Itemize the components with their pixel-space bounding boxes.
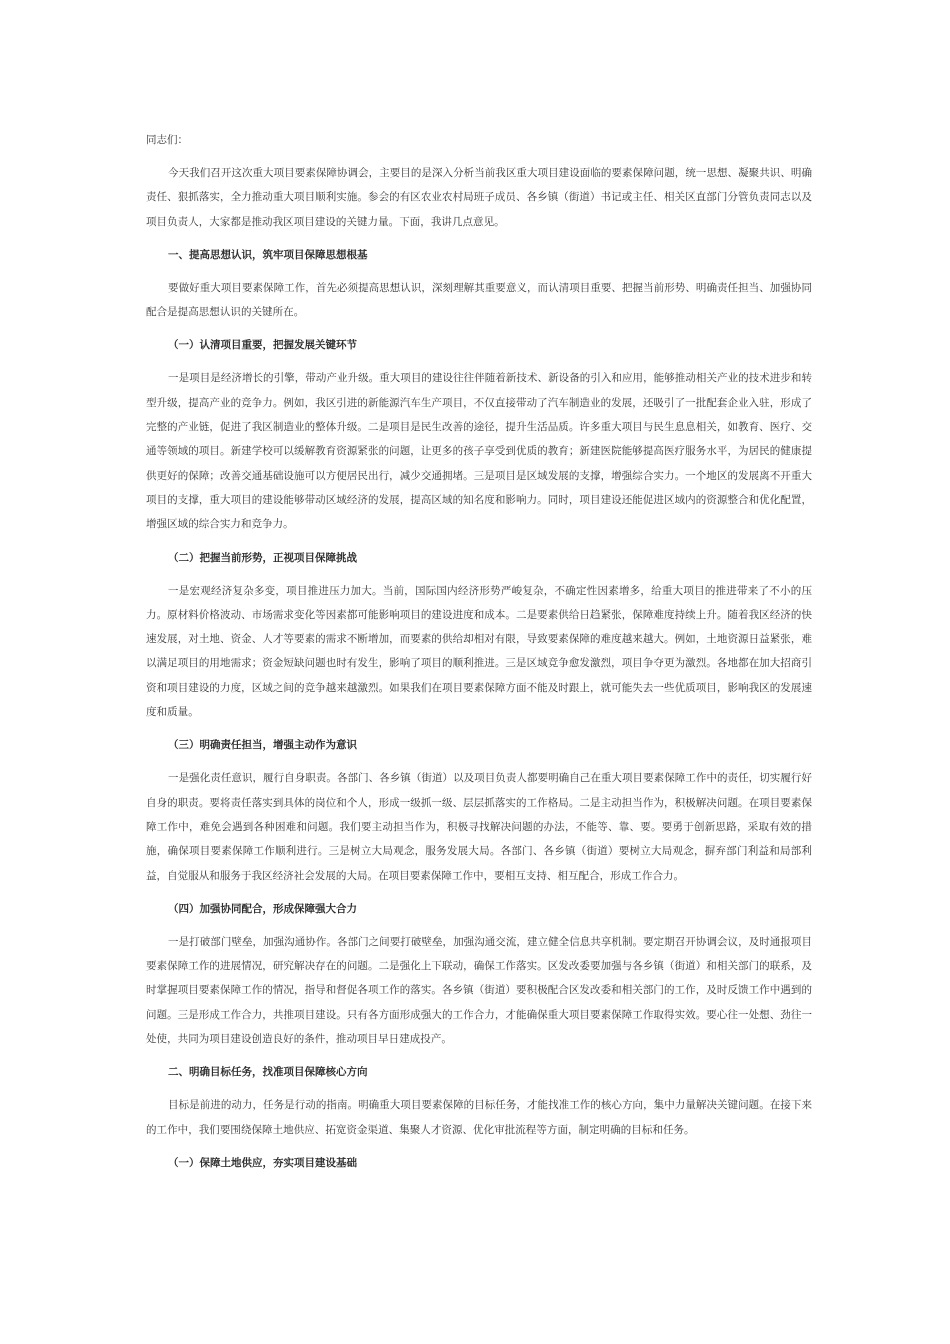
section-1-paragraph: 要做好重大项目要素保障工作，首先必须提高思想认识，深刻理解其重要意义，而认清项目重要、把握当前形势、明确责任担当、加强协同配合是提高思想认识的关键所在。 xyxy=(146,281,812,319)
subsection-1-2-paragraph: 一是宏观经济复杂多变，项目推进压力加大。当前，国际国内经济形势严峻复杂，不确定性因素增多，给重大项目的推进带来了不小的压力。原材料价格波动、市场需求变化等因素都可能影响项目的建设进度和成本。二是要素供给日趋紧张，保障难度持续上升。随着我区经济的快速发展，对土地、资金、人才等要素的需求不断增加，而要素的供给却相对有限，导致要素保障的难度越来越大。例如，土地资源日益紧张，难以满足项目的用地需求；资金短缺问题也时有发生，影响了项目的顺利推进。三是区域竞争愈发激烈，项目争夺更为激烈。各地都在加大招商引资和项目建设的力度，区域之间的竞争越来越激烈。如果我们在项目要素保障方面不能及时跟上，就可能失去一些优质项目，影响我区的发展速度和质量。 xyxy=(146,584,812,719)
subsection-heading-2-1: （一）保障土地供应，夯实项目建设基础 xyxy=(168,1156,358,1169)
section-2-paragraph: 目标是前进的动力，任务是行动的指南。明确重大项目要素保障的目标任务，才能找准工作的核心方向，集中力量解决关键问题。在接下来的工作中，我们要围绕保障土地供应、拓宽资金渠道、集聚人才资源、优化审批流程等方面，制定明确的目标和任务。 xyxy=(146,1099,812,1136)
subsection-1-3-paragraph: 一是强化责任意识，履行自身职责。各部门、各乡镇（街道）以及项目负责人都要明确自己在重大项目要素保障工作中的责任，切实履行好自身的职责。要将责任落实到具体的岗位和个人，形成一级抓一级、层层抓落实的工作格局。二是主动担当作为，积极解决问题。在项目要素保障工作中，难免会遇到各种困难和问题。我们要主动担当作为，积极寻找解决问题的办法，不能等、靠、要。要勇于创新思路，采取有效的措施，确保项目要素保障工作顺利进行。三是树立大局观念，服务发展大局。各部门、各乡镇（街道）要树立大局观念，摒弃部门利益和局部利益，自觉服从和服务于我区经济社会发展的大局。在项目要素保障工作中，要相互支持、相互配合，形成工作合力。 xyxy=(146,772,812,882)
subsection-1-4-paragraph: 一是打破部门壁垒，加强沟通协作。各部门之间要打破壁垒，加强沟通交流，建立健全信息共享机制。要定期召开协调会议，及时通报项目要素保障工作的进展情况，研究解决存在的问题。二是强化上下联动，确保工作落实。区发改委要加强与各乡镇（街道）和相关部门的联系，及时掌握项目要素保障工作的情况，指导和督促各项工作的落实。各乡镇（街道）要积极配合区发改委和相关部门的工作，及时反馈工作中遇到的问题。三是形成工作合力，共推项目建设。只有各方面形成强大的工作合力，才能确保重大项目要素保障工作取得实效。要心往一处想、劲往一处使，共同为项目建设创造良好的条件，推动项目早日建成投产。 xyxy=(146,935,812,1046)
subsection-heading-1-4: （四）加强协同配合，形成保障强大合力 xyxy=(168,902,358,915)
document-body xyxy=(146,128,812,1184)
intro-paragraph: 今天我们召开这次重大项目要素保障协调会，主要目的是深入分析当前我区重大项目建设面临的要素保障问题，统一思想、凝聚共识、明确责任、狠抓落实，全力推动重大项目顺利实施。参会的有区农业农村局班子成员、各乡镇（街道）书记或主任、相关区直部门分管负责同志以及项目负责人，大家都是推动我区项目建设的关键力量。下面，我讲几点意见。 xyxy=(146,167,812,228)
salutation: 同志们： xyxy=(146,134,188,146)
subsection-heading-1-1: （一）认清项目重要，把握发展关键环节 xyxy=(168,339,358,352)
section-heading-1: 一、提高思想认识，筑牢项目保障思想根基 xyxy=(168,248,368,261)
subsection-heading-1-2: （二）把握当前形势，正视项目保障挑战 xyxy=(168,551,358,564)
subsection-1-1-paragraph: 一是项目是经济增长的引擎，带动产业升级。重大项目的建设往往伴随着新技术、新设备的引入和应用，能够推动相关产业的技术进步和转型升级，提高产业的竞争力。例如，我区引进的新能源汽车生产项目，不仅直接带动了汽车制造业的发展，还吸引了一批配套企业入驻，形成了完整的产业链，促进了我区制造业的整体升级。二是项目是民生改善的途径，提升生活品质。许多重大项目与民生息息相关，如教育、医疗、交通等领域的项目。新建学校可以缓解教育资源紧张的问题，让更多的孩子享受到优质的教育；新建医院能够提高医疗服务水平，为居民的健康提供更好的保障；改善交通基础设施可以方便居民出行，减少交通拥堵。三是项目是区域发展的支撑，增强综合实力。一个地区的发展离不开重大项目的支撑，重大项目的建设能够带动区域经济的发展，提高区域的知名度和影响力。同时，项目建设还能促进区域内的资源整合和优化配置，增强区域的综合实力和竞争力。 xyxy=(146,372,812,531)
subsection-heading-1-3: （三）明确责任担当，增强主动作为意识 xyxy=(168,739,358,752)
section-heading-2: 二、明确目标任务，找准项目保障核心方向 xyxy=(168,1066,368,1079)
